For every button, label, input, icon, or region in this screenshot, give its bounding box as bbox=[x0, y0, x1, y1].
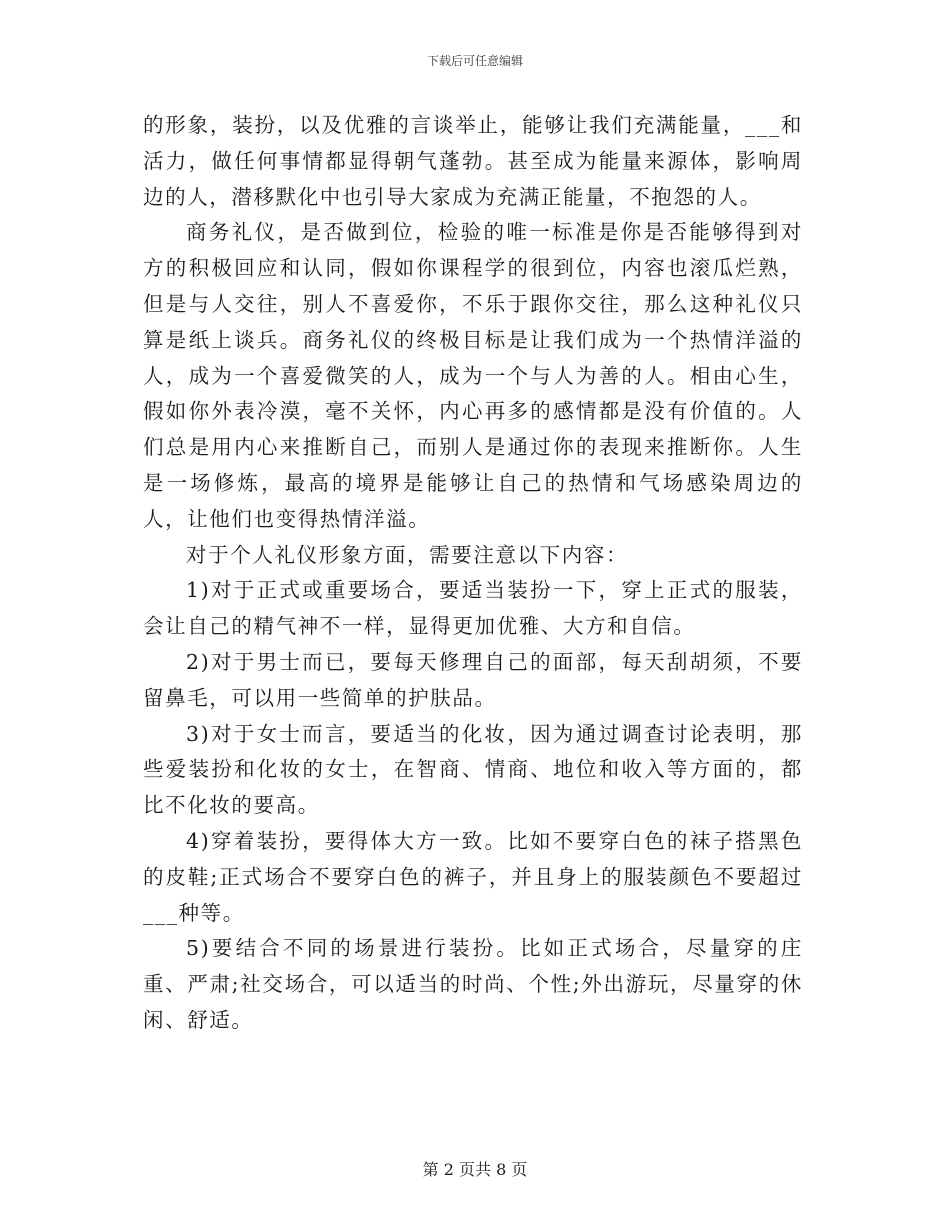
page-header: 下载后可任意编辑 bbox=[426, 54, 523, 68]
list-item-4: 4)穿着装扮，要得体大方一致。比如不要穿白色的袜子搭黑色的皮鞋;正式场合不要穿白色的裤子，并且身上的服装颜色不要超过___种等。 bbox=[143, 828, 803, 925]
paragraph-personal-image-intro: 对于个人礼仪形象方面，需要注意以下内容： bbox=[186, 542, 629, 567]
list-item-2: 2)对于男士而已，要每天修理自己的面部，每天刮胡须，不要留鼻毛，可以用一些简单的护肤品。 bbox=[143, 649, 803, 710]
list-item-3: 3)对于女士而言，要适当的化妆，因为通过调查讨论表明，那些爱装扮和化妆的女士，在智商、情商、地位和收入等方面的，都比不化妆的要高。 bbox=[143, 721, 803, 818]
list-item-5: 5)要结合不同的场景进行装扮。比如正式场合，尽量穿的庄重、严肃;社交场合，可以适当的时尚、个性;外出游玩，尽量穿的休闲、舒适。 bbox=[143, 936, 803, 1032]
page-number-footer: 第 2 页共 8 页 bbox=[422, 1160, 528, 1179]
document-body bbox=[143, 108, 803, 1039]
paragraph-business-etiquette: 商务礼仪，是否做到位，检验的唯一标准是你是否能够得到对方的积极回应和认同，假如你课程学的很到位，内容也滚瓜烂熟，但是与人交往，别人不喜爱你，不乐于跟你交往，那么这种礼仪只算是纸上谈兵。商务礼仪的终极目标是让我们成为一个热情洋溢的人，成为一个喜爱微笑的人，成为一个与人为善的人。相由心生，假如你外表冷漠，毫不关怀，内心再多的感情都是没有价值的。人们总是用内心来推断自己，而别人是通过你的表现来推断你。人生是一场修炼，最高的境界是能够让自己的热情和气场感染周边的人，让他们也变得热情洋溢。 bbox=[143, 220, 803, 531]
paragraph-continuation: 的形象，装扮，以及优雅的言谈举止，能够让我们充满能量，___和活力，做任何事情都显得朝气蓬勃。甚至成为能量来源体，影响周边的人，潜移默化中也引导大家成为充满正能量，不抱怨的人。 bbox=[143, 113, 803, 209]
list-item-1: 1)对于正式或重要场合，要适当装扮一下，穿上正式的服装，会让自己的精气神不一样，显得更加优雅、大方和自信。 bbox=[143, 578, 803, 639]
